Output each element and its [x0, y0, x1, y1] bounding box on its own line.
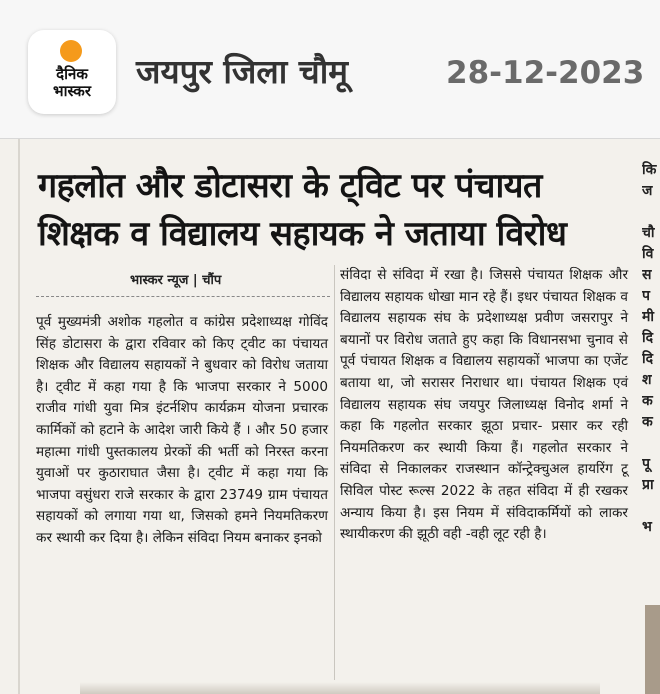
byline-divider — [36, 296, 330, 297]
logo-text-line2: भास्कर — [53, 82, 91, 100]
adjacent-text-fragment — [642, 202, 660, 223]
article-headline — [38, 162, 638, 258]
page-fold-line — [18, 139, 20, 694]
headline-line-1: गहलोत और डोटासरा के ट्विट पर पंचायत — [38, 166, 542, 206]
column-divider — [334, 265, 335, 680]
adjacent-text-fragment: भ — [642, 519, 652, 535]
sun-icon — [60, 40, 82, 62]
app-header — [0, 0, 660, 139]
adjacent-text-fragment: श — [642, 372, 652, 388]
adjacent-text-fragment: चौ — [642, 225, 655, 241]
adjacent-article-text — [642, 160, 660, 538]
adjacent-text-fragment: क — [642, 414, 653, 430]
adjacent-text-fragment: दि — [642, 330, 654, 346]
adjacent-text-fragment: ज — [642, 183, 653, 199]
adjacent-text-fragment: कि — [642, 162, 657, 178]
adjacent-photo — [645, 605, 660, 694]
adjacent-text-fragment: दि — [642, 351, 654, 367]
adjacent-text-fragment: पू — [642, 456, 650, 472]
article-column-1: पूर्व मुख्यमंत्री अशोक गहलोत व कांग्रेस प्रदेशाध्यक्ष गोविंद सिंह डोटासरा के द्वारा रविवार को किए ट्वीट का पंचायत शिक्षक और विद्यालय सहायकों ने बुधवार को विरोध जताया है। ट्वीट में कहा गया है कि भाजपा सरकार ने 5000 राजीव गांधी युवा मित्र इंटर्नशिप कार्यक्रम योजना प्रचारक कार्मिकों को हटाने के आदेश जारी किये हैं । और 50 हजार महात्मा गांधी पुस्तकालय प्रेरकों की भर्ती को निरस्त करना युवाओं पर कुठाराघात जैसा है। ट्वीट में कहा गया कि भाजपा वसुंधरा राजे सरकार के द्वारा 23749 ग्राम पंचायत सहायकों को लगाया गया था, जिसको हमने नियमतिकरण कर स्थायी कर दिया है। लेकिन संविदा नियम बनाकर इनको — [36, 314, 328, 546]
next-headline-cutoff — [80, 682, 600, 694]
logo-text-line1: दैनिक — [56, 65, 88, 83]
adjacent-text-fragment: वि — [642, 246, 654, 262]
adjacent-text-fragment: प — [642, 288, 650, 304]
adjacent-text-fragment — [642, 433, 660, 454]
article-byline: भास्कर न्यूज | चौंप — [130, 273, 222, 288]
adjacent-text-fragment: प्रा — [642, 477, 654, 493]
dainik-bhaskar-logo[interactable] — [28, 30, 116, 114]
edition-place: जयपुर जिला चौमू — [136, 52, 349, 91]
adjacent-text-fragment: मी — [642, 309, 654, 325]
adjacent-text-fragment: स — [642, 267, 652, 283]
adjacent-text-fragment: क — [642, 393, 653, 409]
article-column-2: संविदा से संविदा में रखा है। जिससे पंचायत शिक्षक और विद्यालय सहायक धोखा मान रहे हैं। इधर पंचायत शिक्षक व विद्यालय सहायक संघ के प्रदेशाध्यक्ष प्रवीण जसरापुर ने बयानों पर विरोध जताते हुए कहा कि विधानसभा चुनाव से पूर्व पंचायत शिक्षक व विद्यालय सहायकों भाजपा का एजेंट बताया था, जो सरासर निराधार था। पंचायत शिक्षक एवं विद्यालय सहायक संघ जयपुर जिलाध्यक्ष विनोद शर्मा ने कहा कि गहलोत सरकार झूठा प्रचार- प्रसार कर रही नियमतिकरण कर स्थायी किया हैं। गहलोत सरकार ने संविदा से निकालकर राजस्थान कॉन्ट्रेक्चुअल हायरिंग टू सिविल पोस्ट रूल्स 2022 के तहत संविदा में ही रखकर अन्याय किया है। इस नियम में संविदाकर्मियों को लाकर स्थायीकरण की झूठी वही -वही लूट रही है। — [340, 267, 628, 543]
edition-date: 28-12-2023 — [446, 55, 645, 91]
headline-line-2: शिक्षक व विद्यालय सहायक ने जताया विरोध — [38, 214, 567, 254]
adjacent-text-fragment — [642, 496, 660, 517]
